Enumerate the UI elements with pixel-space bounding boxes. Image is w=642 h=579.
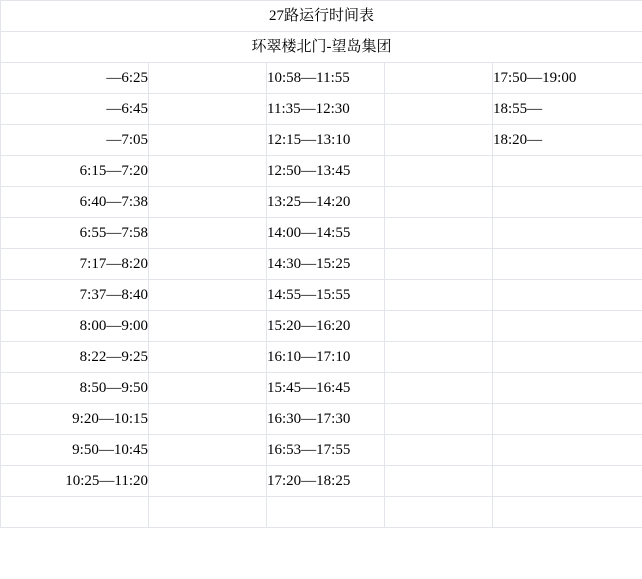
- departure-time-col1: 6:55—7:58: [1, 218, 149, 249]
- spacer-cell: [385, 125, 493, 156]
- spacer-cell: [149, 311, 267, 342]
- departure-time-col3: 13:25—14:20: [267, 187, 385, 218]
- table-row: [1, 466, 642, 497]
- spacer-cell: [149, 435, 267, 466]
- departure-time-col3: 14:30—15:25: [267, 249, 385, 280]
- departure-time-col5: [493, 218, 642, 249]
- departure-time-col3: 14:00—14:55: [267, 218, 385, 249]
- departure-time-col5: [493, 435, 642, 466]
- departure-time-col5: [493, 373, 642, 404]
- departure-time-col5: 18:55—: [493, 94, 642, 125]
- route-subtitle: 环翠楼北门-望岛集团: [1, 32, 642, 63]
- departure-time-col1: —7:05: [1, 125, 149, 156]
- table-row: [1, 311, 642, 342]
- spacer-cell: [149, 218, 267, 249]
- spacer-cell: [385, 280, 493, 311]
- departure-time-col1: [1, 497, 149, 528]
- departure-time-col5: [493, 249, 642, 280]
- spacer-cell: [385, 187, 493, 218]
- spacer-cell: [149, 249, 267, 280]
- spacer-cell: [385, 249, 493, 280]
- departure-time-col5: [493, 311, 642, 342]
- departure-time-col1: 10:25—11:20: [1, 466, 149, 497]
- spacer-cell: [385, 63, 493, 94]
- table-row: [1, 249, 642, 280]
- table-row: [1, 94, 642, 125]
- spacer-cell: [385, 218, 493, 249]
- departure-time-col1: 8:00—9:00: [1, 311, 149, 342]
- departure-time-col1: 9:20—10:15: [1, 404, 149, 435]
- departure-time-col3: 12:50—13:45: [267, 156, 385, 187]
- departure-time-col3: 16:30—17:30: [267, 404, 385, 435]
- spacer-cell: [149, 342, 267, 373]
- departure-time-col3: 12:15—13:10: [267, 125, 385, 156]
- spacer-cell: [385, 156, 493, 187]
- departure-time-col1: 6:15—7:20: [1, 156, 149, 187]
- spacer-cell: [149, 94, 267, 125]
- subtitle-row: [1, 32, 642, 63]
- title-row: [1, 1, 642, 32]
- departure-time-col1: —6:25: [1, 63, 149, 94]
- departure-time-col3: 16:53—17:55: [267, 435, 385, 466]
- table-row: [1, 218, 642, 249]
- spacer-cell: [149, 404, 267, 435]
- departure-time-col1: 7:37—8:40: [1, 280, 149, 311]
- spacer-cell: [385, 342, 493, 373]
- departure-time-col3: 11:35—12:30: [267, 94, 385, 125]
- departure-time-col1: 7:17—8:20: [1, 249, 149, 280]
- departure-time-col3: 15:20—16:20: [267, 311, 385, 342]
- departure-time-col3: 14:55—15:55: [267, 280, 385, 311]
- departure-time-col3: 10:58—11:55: [267, 63, 385, 94]
- spacer-cell: [149, 125, 267, 156]
- departure-time-col5: 17:50—19:00: [493, 63, 642, 94]
- spacer-cell: [149, 156, 267, 187]
- spacer-cell: [149, 373, 267, 404]
- departure-time-col5: [493, 497, 642, 528]
- table-row: [1, 63, 642, 94]
- spacer-cell: [149, 63, 267, 94]
- departure-time-col5: [493, 187, 642, 218]
- table-row: [1, 125, 642, 156]
- departure-time-col1: —6:45: [1, 94, 149, 125]
- departure-time-col1: 9:50—10:45: [1, 435, 149, 466]
- spacer-cell: [385, 404, 493, 435]
- spacer-cell: [385, 497, 493, 528]
- departure-time-col5: [493, 342, 642, 373]
- table-row: [1, 435, 642, 466]
- spacer-cell: [385, 94, 493, 125]
- spacer-cell: [385, 373, 493, 404]
- spacer-cell: [385, 435, 493, 466]
- departure-time-col5: [493, 280, 642, 311]
- departure-time-col5: [493, 466, 642, 497]
- spacer-cell: [149, 497, 267, 528]
- table-row: [1, 280, 642, 311]
- departure-time-col1: 8:50—9:50: [1, 373, 149, 404]
- departure-time-col3: 16:10—17:10: [267, 342, 385, 373]
- departure-time-col5: 18:20—: [493, 125, 642, 156]
- spacer-cell: [149, 280, 267, 311]
- spacer-cell: [385, 466, 493, 497]
- table-row: [1, 342, 642, 373]
- spacer-cell: [385, 311, 493, 342]
- departure-time-col1: 6:40—7:38: [1, 187, 149, 218]
- table-row: [1, 497, 642, 528]
- departure-time-col3: 15:45—16:45: [267, 373, 385, 404]
- table-row: [1, 404, 642, 435]
- table-row: [1, 187, 642, 218]
- departure-time-col5: [493, 404, 642, 435]
- spacer-cell: [149, 187, 267, 218]
- spacer-cell: [149, 466, 267, 497]
- departure-time-col5: [493, 156, 642, 187]
- departure-time-col3: 17:20—18:25: [267, 466, 385, 497]
- table-row: [1, 156, 642, 187]
- table-row: [1, 373, 642, 404]
- departure-time-col3: [267, 497, 385, 528]
- departure-time-col1: 8:22—9:25: [1, 342, 149, 373]
- page-title: 27路运行时间表: [1, 1, 642, 32]
